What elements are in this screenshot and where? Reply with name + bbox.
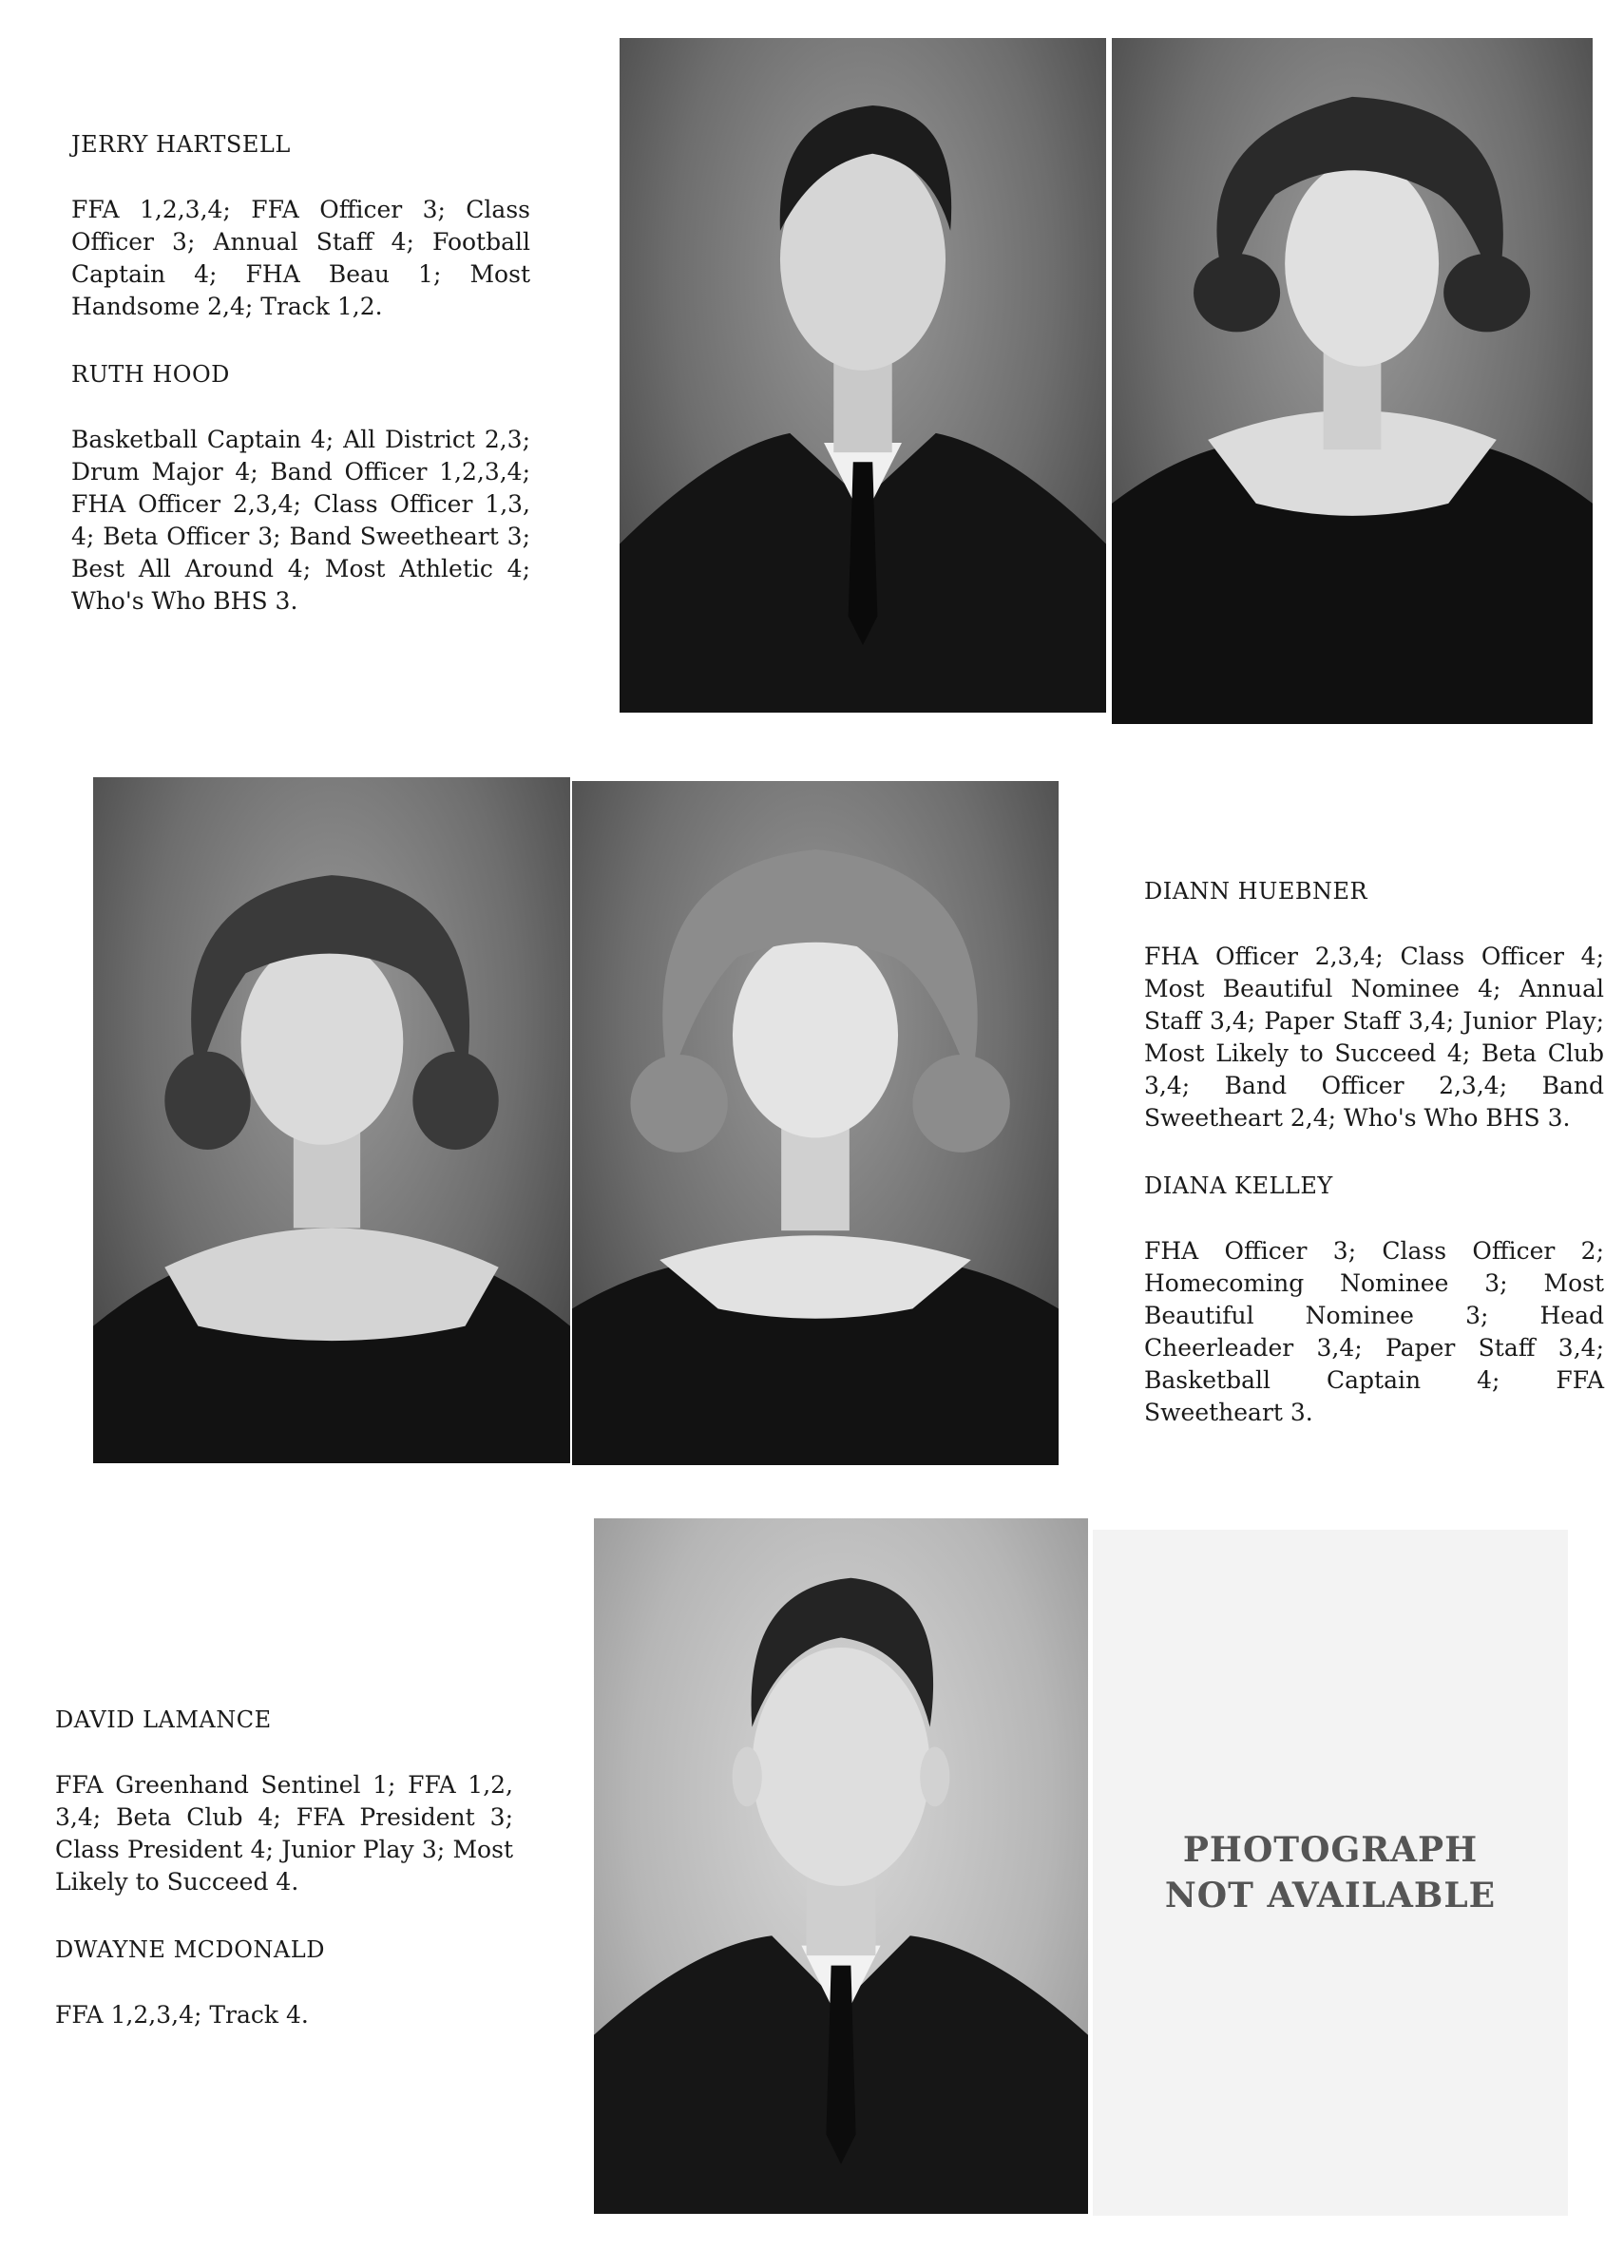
bio-block-bottom [55, 1706, 513, 2069]
placeholder-line-2: NOT AVAILABLE [1164, 1876, 1497, 1915]
student-activities: FFA 1,2,3,4; Track 4. [55, 2001, 309, 2029]
student-activities: FHA Officer 2,3,4; Class Officer 4; Most Beautiful Nominee 4; Annual Staff 3,4; Paper Staff 3,4; Junior Play; Most Likely to Succeed 4; Beta Club 3,4; Band Officer 2,3,4; Band Sweetheart 2,4; Who's Who BHS 3. [1144, 943, 1604, 1132]
student-name: RUTH HOOD [71, 361, 230, 388]
student-name: DWAYNE MCDONALD [55, 1936, 325, 1963]
bio-block-top [71, 131, 530, 656]
photo-not-available-placeholder [1093, 1530, 1568, 2216]
student-name: JERRY HARTSELL [71, 131, 291, 158]
student-activities: FFA 1,2,3,4; FFA Officer 3; Class Officer 3; Annual Staff 4; Football Captain 4; FHA Beau 1; Most Handsome 2,4; Track 1,2. [71, 196, 530, 320]
portrait-photo-diana-kelley [572, 781, 1059, 1465]
bio-block-middle [1144, 878, 1604, 1467]
student-name: DIANN HUEBNER [1144, 878, 1368, 905]
portrait-photo-ruth-hood [1112, 38, 1593, 724]
portrait-photo-david-lamance [594, 1518, 1088, 2214]
student-name: DIANA KELLEY [1144, 1172, 1333, 1199]
student-activities: Basketball Captain 4; All District 2,3; Drum Major 4; Band Officer 1,2,3,4; FHA Officer 2,3,4; Class Officer 1,3, 4; Beta Officer 3; Band Sweetheart 3; Best All Around 4; Most Athletic 4; Who's Who BHS 3. [71, 426, 530, 615]
portrait-photo-jerry-hartsell [620, 38, 1106, 713]
student-name: DAVID LAMANCE [55, 1706, 272, 1733]
student-activities: FHA Officer 3; Class Officer 2; Homecoming Nominee 3; Most Beautiful Nominee 3; Head Cheerleader 3,4; Paper Staff 3,4; Basketball Captain 4; FFA Sweetheart 3. [1144, 1237, 1604, 1426]
portrait-photo-diann-huebner [93, 777, 570, 1463]
student-activities: FFA Greenhand Sentinel 1; FFA 1,2, 3,4; Beta Club 4; FFA President 3; Class President 4; Junior Play 3; Most Likely to Succeed 4. [55, 1771, 513, 1896]
placeholder-line-1: PHOTOGRAPH [1182, 1830, 1479, 1870]
